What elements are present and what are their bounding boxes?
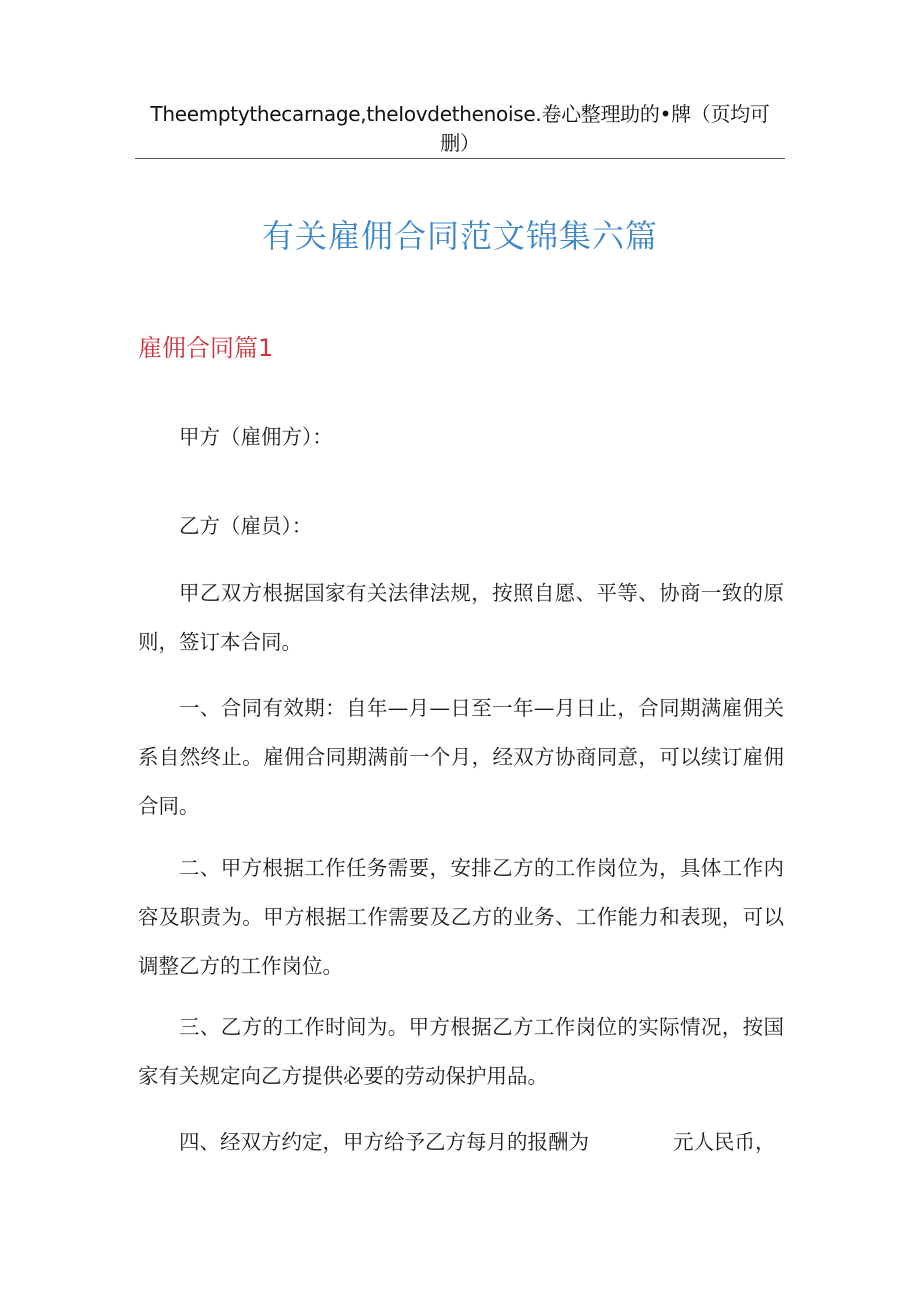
clause-1-paragraph: 一、合同有效期：自年—月—日至一年—月日止，合同期满雇佣关系自然终止。雇佣合同期满前一个月，经双方协商同意，可以续订雇佣合同。: [138, 696, 784, 818]
running-header: [135, 100, 785, 158]
section-heading: 雇佣合同篇1: [138, 334, 274, 362]
clause-4-text-after: 元人民币，: [673, 1130, 776, 1154]
running-header-line-1: Theemptythecarnage,theIovdethenoise.卷心整理助的•牌（页均可: [150, 102, 770, 126]
clause-2-paragraph: 二、甲方根据工作任务需要，安排乙方的工作岗位为，具体工作内容及职责为。甲方根据工作需要及乙方的业务、工作能力和表现，可以调整乙方的工作岗位。: [138, 856, 784, 978]
party-b-line: 乙方（雇员）：: [179, 514, 313, 538]
party-a-line: 甲方（雇佣方）：: [179, 425, 333, 449]
clause-4-paragraph: [138, 1118, 784, 1167]
clause-4-text-before: 四、经双方约定，甲方给予乙方每月的报酬为: [179, 1130, 589, 1154]
document-title: 有关雇佣合同范文锦集六篇: [261, 217, 658, 255]
clause-3-paragraph: 三、乙方的工作时间为。甲方根据乙方工作岗位的实际情况，按国家有关规定向乙方提供必要的劳动保护用品。: [138, 1015, 784, 1088]
header-divider: [135, 158, 785, 159]
intro-paragraph: 甲乙双方根据国家有关法律法规，按照自愿、平等、协商一致的原则，签订本合同。: [138, 581, 784, 654]
running-header-line-2: 删）: [440, 131, 480, 155]
